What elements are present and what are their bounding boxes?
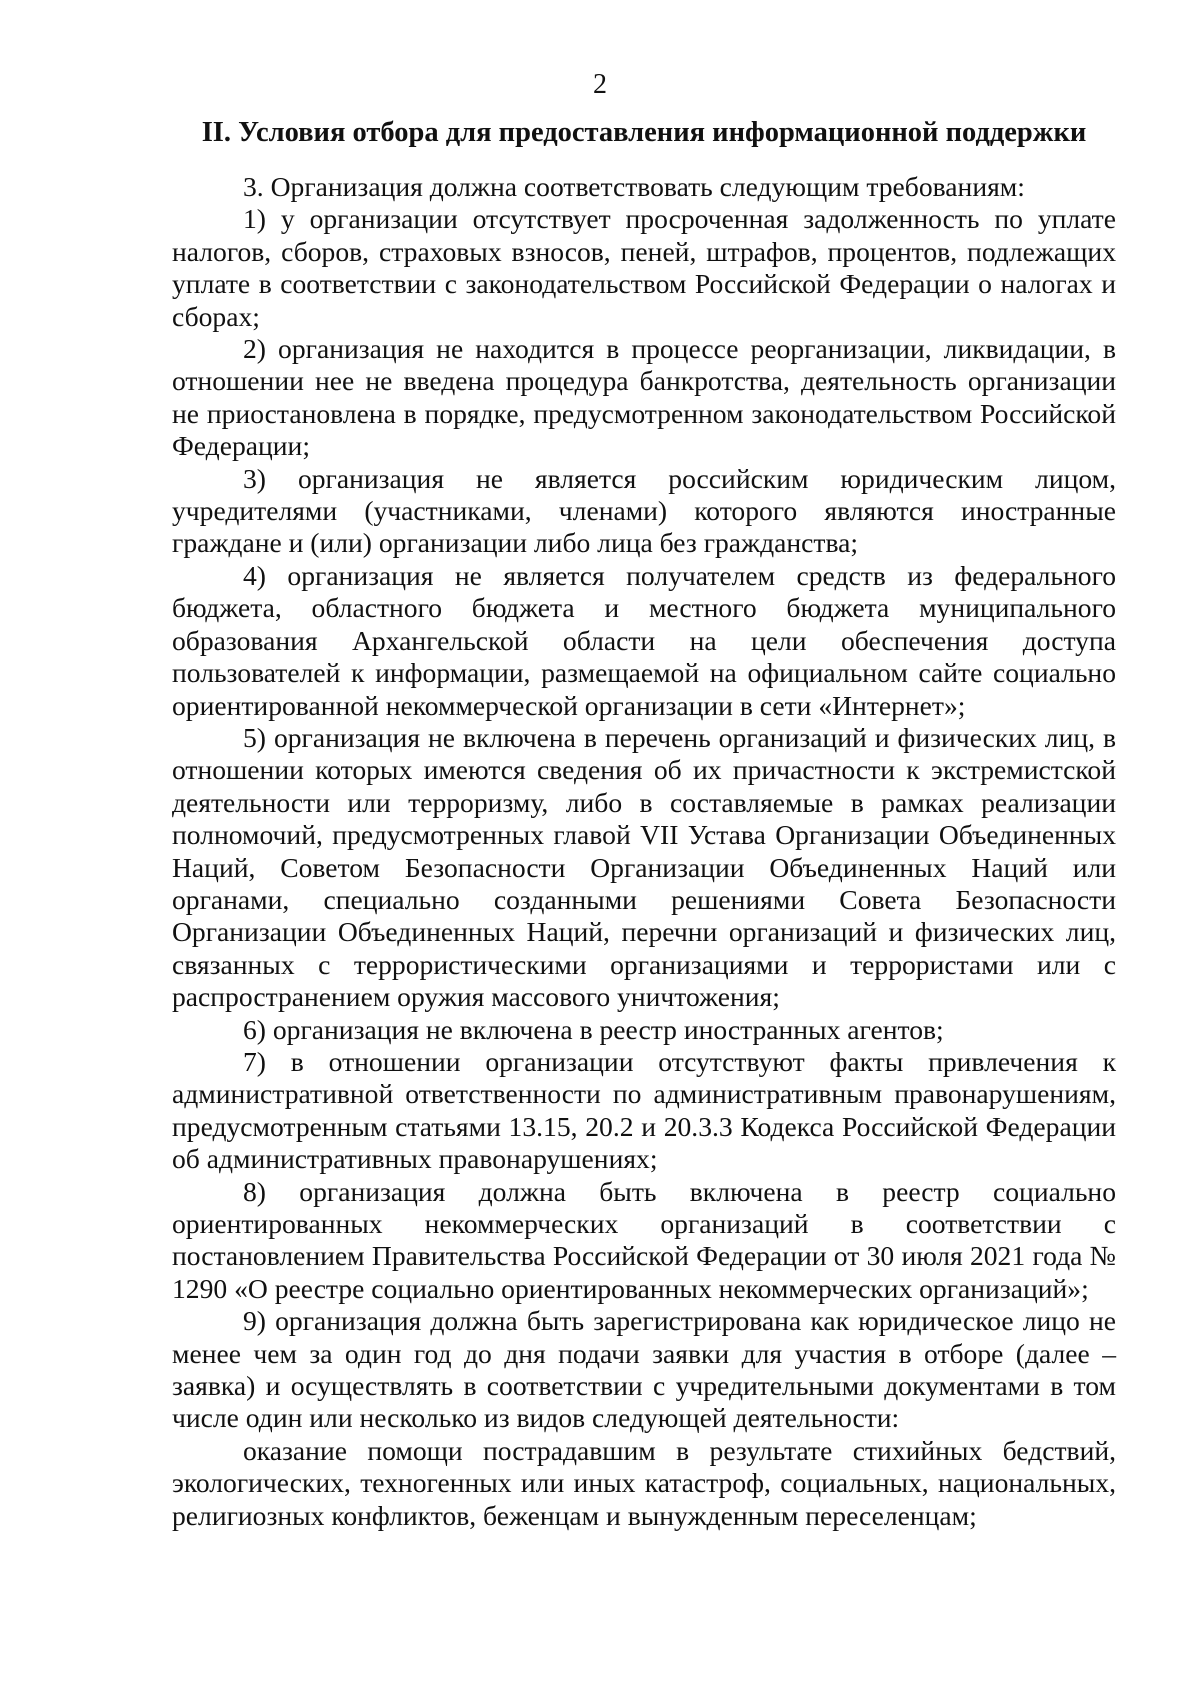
paragraph-item-5: 5) организация не включена в перечень организаций и физических лиц, в отношении которых имеются сведения об их причастности к экстремистской деятельности или терроризму, либо в составляемые в рамках реализации полномочий, предусмотренных главой VII Устава Организации Объединенных Наций, Советом Безопасности Организации Объединенных Наций или органами, специально созданными решениями Совета Безопасности Организации Объединенных Наций, перечни организаций и физических лиц, связанных с террористическими организациями и террористами или с распространением оружия массового уничтожения; [172, 721, 1116, 1013]
paragraph-requirements-intro: 3. Организация должна соответствовать следующим требованиям: [243, 171, 1025, 202]
paragraph-item-7: 7) в отношении организации отсутствуют факты привлечения к административной ответственности по административным правонарушениям, предусмотренным статьями 13.15, 20.2 и 20.3.3 Кодекса Российской Федерации об административных правонарушениях; [172, 1045, 1116, 1175]
paragraph-activity-disaster-aid: оказание помощи пострадавшим в результате стихийных бедствий, экологических, техногенных или иных катастроф, социальных, национальных, религиозных конфликтов, беженцам и вынужденным переселенцам; [172, 1434, 1116, 1531]
paragraph-item-3: 3) организация не является российским юридическим лицом, учредителями (участниками, членами) которого являются иностранные граждане и (или) организации либо лица без гражданства; [172, 462, 1116, 559]
paragraph-item-2: 2) организация не находится в процессе реорганизации, ликвидации, в отношении нее не введена процедура банкротства, деятельность организации не приостановлена в порядке, предусмотренном законодательством Российской Федерации; [172, 333, 1116, 462]
paragraph-item-4: 4) организация не является получателем средств из федерального бюджета, областного бюджета и местного бюджета муниципального образования Архангельской области на цели обеспечения доступа пользователей к информации, размещаемой на официальном сайте социально ориентированной некоммерческой организации в сети «Интернет»; [172, 559, 1116, 721]
paragraph-item-6: 6) организация не включена в реестр иностранных агентов; [243, 1013, 944, 1045]
page-number: 2 [593, 69, 607, 100]
paragraph-item-9: 9) организация должна быть зарегистрирована как юридическое лицо не менее чем за один год до дня подачи заявки для участия в отборе (далее – заявка) и осуществлять в соответствии с учредительными документами в том числе один или несколько из видов следующей деятельности: [172, 1305, 1116, 1434]
document-body [172, 171, 1116, 1532]
section-heading: II. Условия отбора для предоставления информационной поддержки [201, 117, 1087, 148]
paragraph-item-1: 1) у организации отсутствует просроченная задолженность по уплате налогов, сборов, страховых взносов, пеней, штрафов, процентов, подлежащих уплате в соответствии с законодательством Российской Федерации о налогах и сборах; [172, 203, 1116, 332]
paragraph-item-8: 8) организация должна быть включена в реестр социально ориентированных некоммерческих организаций в соответствии с постановлением Правительства Российской Федерации от 30 июля 2021 года № 1290 «О реестре социально ориентированных некоммерческих организаций»; [172, 1175, 1116, 1304]
